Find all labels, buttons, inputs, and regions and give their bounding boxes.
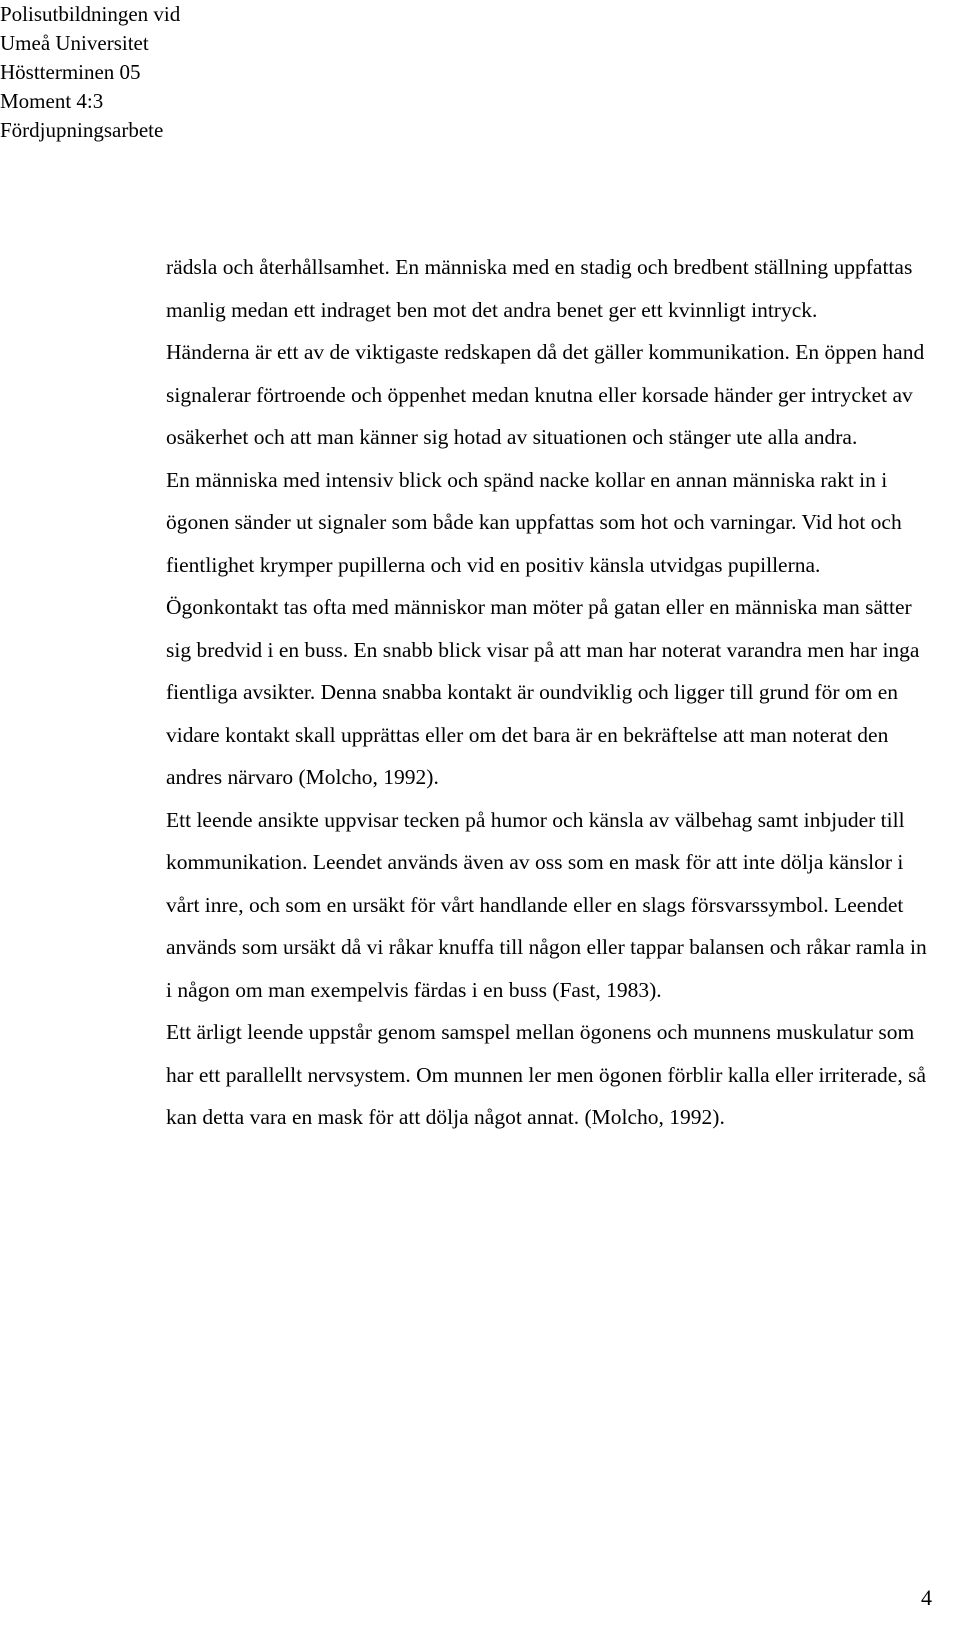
header-line-institution: Polisutbildningen vid	[0, 2, 181, 26]
document-body	[166, 246, 936, 1139]
paragraph-hands: Händerna är ett av de viktigaste redskapen då det gäller kommunikation. En öppen hand signalerar förtroende och öppenhet medan knutna eller korsade händer ger intrycket av osäkerhet och att man känner sig hotad av situationen och stänger ute alla andra.	[166, 340, 925, 449]
page-header	[0, 0, 180, 145]
header-line-university: Umeå Universitet	[0, 31, 149, 55]
paragraph-eye-contact: En människa med intensiv blick och spänd nacke kollar en annan människa rakt in i ögonen sänder ut signaler som både kan uppfattas som hot och varningar. Vid hot och fientlighet krymper pupillerna och vid en positiv känsla utvidgas pupillerna. Ögonkontakt tas ofta med människor man möter på gatan eller en människa man sätter sig bredvid i en buss. En snabb blick visar på att man har noterat varandra men har inga fientliga avsikter. Denna snabba kontakt är oundviklig och ligger till grund för om en vidare kontakt skall upprättas eller om det bara är en bekräftelse att man noterat den andres närvaro (Molcho, 1992).	[166, 467, 920, 789]
paragraph-honest-smile: Ett ärligt leende uppstår genom samspel mellan ögonens och munnens muskulatur som har ett parallellt nervsystem. Om munnen ler men ögonen förblir kalla eller irriterade, så kan detta vara en mask för att dölja något annat. (Molcho, 1992).	[166, 1020, 926, 1129]
header-line-module: Moment 4:3	[0, 89, 104, 113]
paragraph-posture: rädsla och återhållsamhet. En människa med en stadig och bredbent ställning uppfattas manlig medan ett indraget ben mot det andra benet ger ett kvinnligt intryck.	[166, 255, 913, 322]
paragraph-smile: Ett leende ansikte uppvisar tecken på humor och känsla av välbehag samt inbjuder till kommunikation. Leendet används även av oss som en mask för att inte dölja känslor i vårt inre, och som en ursäkt för vårt handlande eller en slags försvarssymbol. Leendet används som ursäkt då vi råkar knuffa till någon eller tappar balansen och råkar ramla in i någon om man exempelvis färdas i en buss (Fast, 1983).	[166, 807, 927, 1002]
header-line-assignment: Fördjupningsarbete	[0, 118, 164, 142]
header-line-term: Höstterminen 05	[0, 60, 141, 84]
page-number: 4	[921, 1585, 932, 1610]
